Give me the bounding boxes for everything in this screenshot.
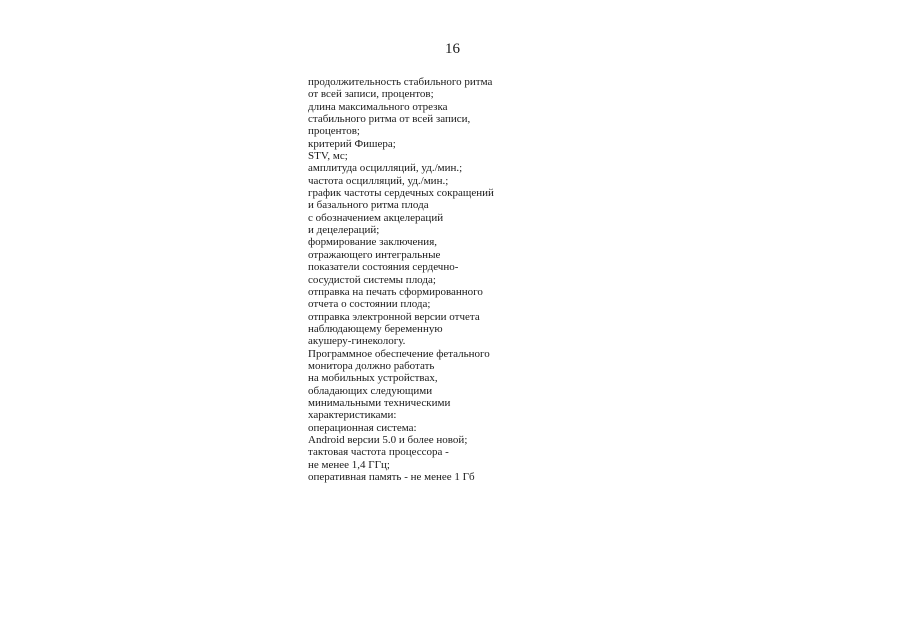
- text-line: обладающих следующими: [308, 384, 433, 397]
- text-line: отправка на печать сформированного: [308, 285, 483, 298]
- body-text: [308, 76, 568, 483]
- text-line: характеристиками:: [308, 409, 397, 422]
- text-line: монитора должно работать: [308, 359, 435, 372]
- text-line: амплитуда осцилляций, уд./мин.;: [308, 162, 463, 175]
- text-line: с обозначением акцелераций: [308, 211, 444, 224]
- page-number: 16: [445, 41, 460, 57]
- text-line: отчета о состоянии плода;: [308, 298, 431, 311]
- text-line: Android версии 5.0 и более новой;: [308, 433, 468, 446]
- text-line: процентов;: [308, 125, 360, 138]
- text-line: и базального ритма плода: [308, 199, 429, 212]
- text-line: формирование заключения,: [308, 236, 438, 249]
- text-line: частота осцилляций, уд./мин.;: [308, 174, 449, 187]
- text-line: операционная система:: [308, 421, 417, 434]
- text-line: от всей записи, процентов;: [308, 88, 434, 101]
- text-line: и децелераций;: [308, 224, 380, 237]
- text-line: минимальными техническими: [308, 396, 451, 409]
- text-line: не менее 1,4 ГГц;: [308, 458, 390, 471]
- text-line: отправка электронной версии отчета: [308, 310, 480, 323]
- text-line: тактовая частота процессора -: [308, 446, 449, 459]
- text-line: сосудистой системы плода;: [308, 273, 436, 286]
- text-line: Программное обеспечение фетального: [308, 347, 490, 360]
- text-line: длина максимального отрезка: [308, 100, 448, 113]
- text-line: наблюдающему беременную: [308, 322, 443, 335]
- text-line: график частоты сердечных сокращений: [308, 187, 494, 200]
- text-line: критерий Фишера;: [308, 137, 396, 150]
- text-line: стабильного ритма от всей записи,: [308, 113, 471, 126]
- text-line: STV, мс;: [308, 150, 348, 163]
- text-line: отражающего интегральные: [308, 248, 441, 261]
- text-line: акушеру-гинекологу.: [308, 335, 406, 348]
- text-line: продолжительность стабильного ритма: [308, 76, 493, 88]
- text-line: на мобильных устройствах,: [308, 372, 438, 385]
- text-line: оперативная память - не менее 1 Гб: [308, 471, 475, 483]
- text-line: показатели состояния сердечно-: [308, 261, 459, 274]
